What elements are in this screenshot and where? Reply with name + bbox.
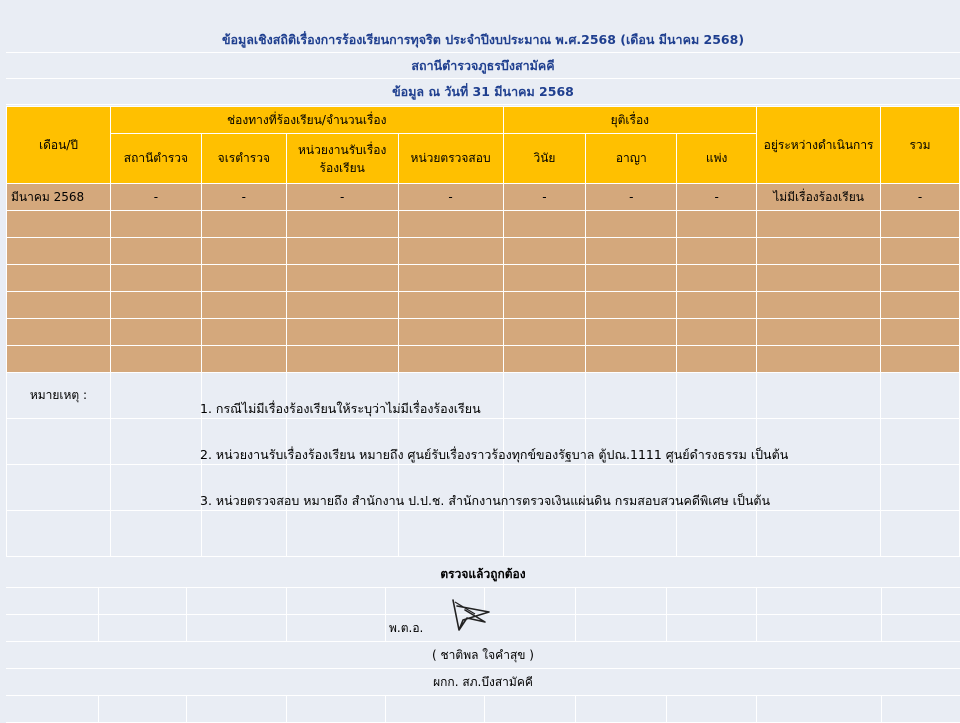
- channels-group-header: ช่องทางที่ร้องเรียน/จำนวนเรื่อง: [110, 107, 503, 134]
- total-header: รวม: [881, 107, 960, 184]
- discipline-header: วินัย: [503, 134, 586, 184]
- total-cell: -: [881, 184, 960, 211]
- blank-row: [7, 511, 960, 557]
- table-row: [7, 184, 960, 211]
- empty-table-row: [7, 319, 960, 346]
- rank-label: พ.ต.อ.: [389, 620, 424, 635]
- note-item-2: 2. หน่วยงานรับเรื่องร้องเรียน หมายถึง ศูนย์รับเรื่องราวร้องทุกข์ของรัฐบาล ตู้ปณ.1111 ศูนย์ดำรงธรรม เป็นต้น: [200, 447, 789, 462]
- civil-cell: -: [677, 184, 757, 211]
- position-row: [6, 669, 960, 696]
- note-item-1: 1. กรณีไม่มีเรื่องร้องเรียนให้ระบุว่าไม่มีเรื่องร้องเรียน: [200, 401, 481, 416]
- audit-unit-cell: -: [398, 184, 503, 211]
- as-of-date: ข้อมูล ณ วันที่ 31 มีนาคม 2568: [6, 79, 960, 105]
- grid-row: [6, 696, 960, 723]
- criminal-header: อาญา: [586, 134, 677, 184]
- empty-table-row: [7, 238, 960, 265]
- signer-name: ( ชาติพล ใจคำสุข ): [432, 647, 534, 662]
- report-title: ข้อมูลเชิงสถิติเรื่องการร้องเรียนการทุจริต ประจำปีงบประมาณ พ.ศ.2568 (เดือน มีนาคม 2568): [6, 27, 960, 53]
- notes-row: [7, 373, 960, 419]
- notes-label: หมายเหตุ :: [7, 373, 111, 419]
- verified-row: [6, 561, 960, 588]
- station-cell: -: [110, 184, 201, 211]
- name-row: [6, 642, 960, 669]
- discipline-cell: -: [503, 184, 586, 211]
- month-cell: มีนาคม 2568: [7, 184, 111, 211]
- complaint-unit-cell: -: [286, 184, 398, 211]
- in-progress-cell: ไม่มีเรื่องร้องเรียน: [757, 184, 881, 211]
- verified-label: ตรวจแล้วถูกต้อง: [440, 566, 526, 581]
- inspector-cell: -: [201, 184, 286, 211]
- certification-block: [6, 561, 960, 723]
- civil-header: แพ่ง: [677, 134, 757, 184]
- station-name: สถานีตำรวจภูธรบึงสามัคคี: [6, 53, 960, 79]
- inspector-channel-header: จเรตำรวจ: [201, 134, 286, 184]
- closed-group-header: ยุติเรื่อง: [503, 107, 757, 134]
- empty-table-row: [7, 211, 960, 238]
- audit-unit-channel-header: หน่วยตรวจสอบ: [398, 134, 503, 184]
- note-item-3: 3. หน่วยตรวจสอบ หมายถึง สำนักงาน ป.ป.ช. สำนักงานการตรวจเงินแผ่นดิน กรมสอบสวนคดีพิเศษ เป็นต้น: [200, 493, 771, 508]
- empty-table-row: [7, 292, 960, 319]
- signer-position: ผกก. สภ.บึงสามัคคี: [433, 674, 533, 689]
- month-header: เดือน/ปี: [7, 107, 111, 184]
- criminal-cell: -: [586, 184, 677, 211]
- empty-table-row: [7, 265, 960, 292]
- complaint-statistics-table: [6, 106, 960, 557]
- station-channel-header: สถานีตำรวจ: [110, 134, 201, 184]
- signature-image: [445, 596, 495, 636]
- complaint-unit-channel-header: หน่วยงานรับเรื่องร้องเรียน: [286, 134, 398, 184]
- in-progress-header: อยู่ระหว่างดำเนินการ: [757, 107, 881, 184]
- empty-table-row: [7, 346, 960, 373]
- table-header-row: [7, 107, 960, 134]
